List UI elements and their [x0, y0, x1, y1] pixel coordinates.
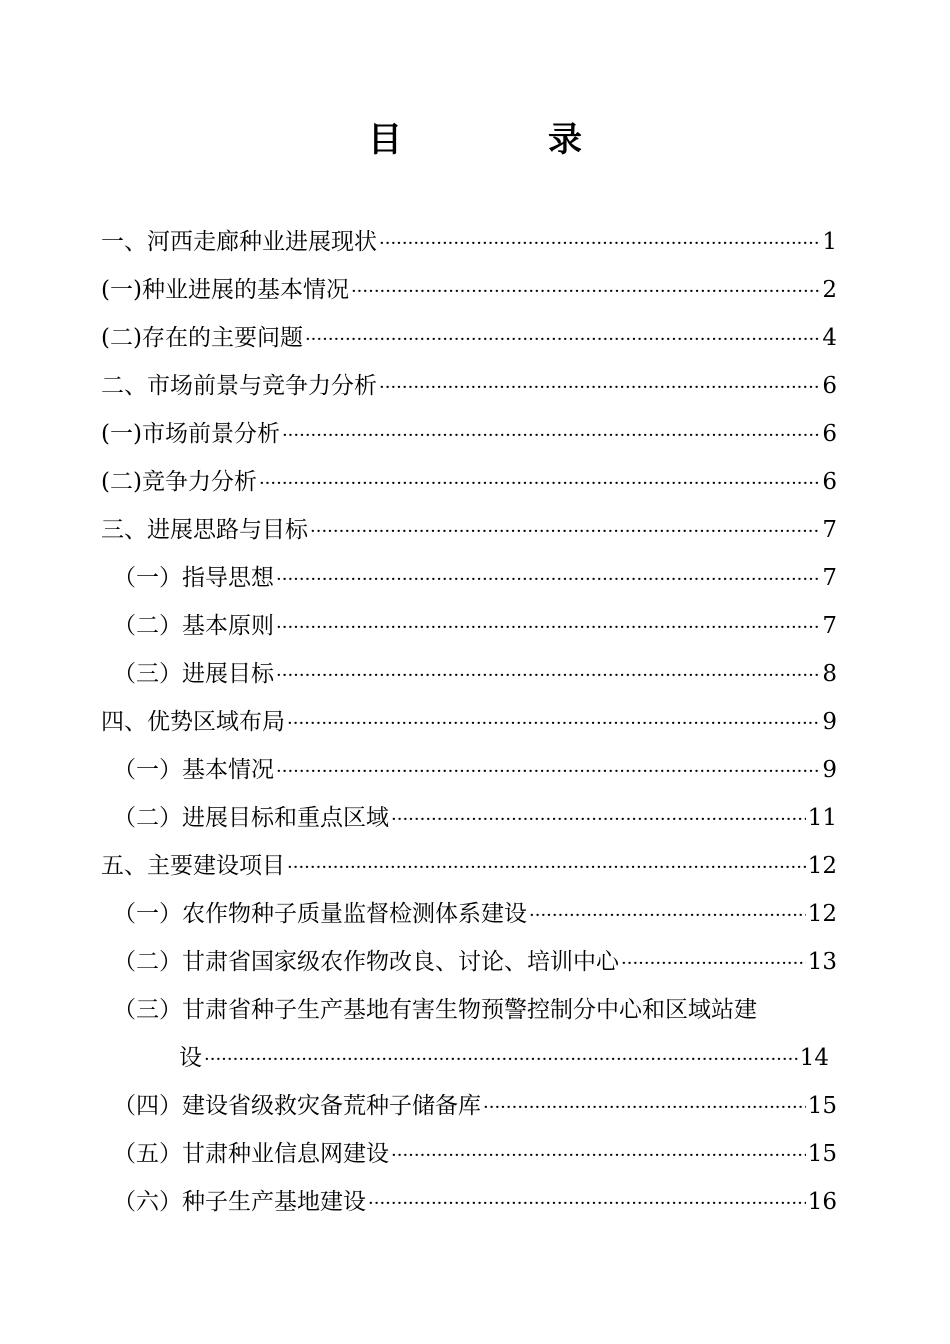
- toc-page-number: 9: [822, 709, 837, 735]
- toc-entry-text: 二、市场前景与竞争力分析: [101, 373, 377, 399]
- toc-page-number: 12: [807, 853, 837, 879]
- toc-entry-text: （六）种子生产基地建设: [113, 1189, 366, 1215]
- toc-page-number: 6: [822, 421, 837, 447]
- toc-page-number: 7: [822, 565, 837, 591]
- toc-page-number: 7: [822, 517, 837, 543]
- toc-entry-text: (一)市场前景分析: [101, 421, 280, 447]
- toc-entry[interactable]: [101, 1082, 837, 1130]
- toc-entry[interactable]: [101, 218, 837, 266]
- toc-entry[interactable]: [101, 698, 837, 746]
- toc-entry-text-continuation: 设: [179, 1045, 202, 1071]
- toc-entry-text: 三、进展思路与目标: [101, 517, 308, 543]
- toc-page-number: 13: [807, 949, 837, 975]
- toc-entry-text: （二）基本原则: [113, 613, 274, 639]
- toc-leader-dots: [287, 844, 806, 892]
- toc-leader-dots: [391, 1132, 806, 1180]
- toc-leader-dots: [204, 1036, 798, 1084]
- toc-leader-dots: [305, 316, 820, 364]
- toc-entry-text: 一、河西走廊种业进展现状: [101, 229, 377, 255]
- toc-leader-dots: [259, 460, 820, 508]
- toc-entry[interactable]: [101, 842, 837, 890]
- toc-entry[interactable]: [101, 650, 837, 698]
- toc-page-number: 15: [807, 1141, 837, 1167]
- toc-page-number: 14: [799, 1045, 829, 1071]
- toc-entry-text: （四）建设省级救灾备荒种子储备库: [113, 1093, 481, 1119]
- toc-page-number: 15: [807, 1093, 837, 1119]
- toc-entry[interactable]: [101, 410, 837, 458]
- toc-leader-dots: [621, 940, 806, 988]
- toc-leader-dots: [379, 220, 820, 268]
- toc-entry[interactable]: [101, 314, 837, 362]
- toc-entry[interactable]: [101, 794, 837, 842]
- toc-entry[interactable]: [101, 1130, 837, 1178]
- toc-leader-dots: [276, 748, 820, 796]
- toc-entry[interactable]: [101, 266, 837, 314]
- toc-entry-text: 五、主要建设项目: [101, 853, 285, 879]
- toc-page-number: 2: [822, 277, 837, 303]
- toc-leader-dots: [391, 796, 806, 844]
- toc-page-number: 4: [822, 325, 837, 351]
- toc-entry-text: (二)竞争力分析: [101, 469, 257, 495]
- toc-page-number: 6: [822, 373, 837, 399]
- toc-entry-text: (一)种业进展的基本情况: [101, 277, 349, 303]
- toc-leader-dots: [282, 412, 820, 460]
- page-title: 目 录: [368, 120, 638, 160]
- toc-page-number: 16: [807, 1189, 837, 1215]
- toc-entry-text: （一）基本情况: [113, 757, 274, 783]
- toc-leader-dots: [529, 892, 806, 940]
- toc-page-number: 11: [807, 805, 837, 831]
- toc-entry[interactable]: [101, 458, 837, 506]
- toc-page-number: 12: [807, 901, 837, 927]
- toc-page-number: 1: [822, 229, 837, 255]
- toc-entry-continuation: [101, 1034, 829, 1082]
- toc-entry[interactable]: [101, 554, 837, 602]
- toc-page-number: 8: [822, 661, 837, 687]
- toc-entry-text: （三）甘肃省种子生产基地有害生物预警控制分中心和区域站建: [113, 997, 757, 1023]
- toc-entry-text: 四、优势区域布局: [101, 709, 285, 735]
- toc-entry-text: （三）进展目标: [113, 661, 274, 687]
- toc-leader-dots: [379, 364, 820, 412]
- toc-entry-text: （一）农作物种子质量监督检测体系建设: [113, 901, 527, 927]
- toc-page-number: 6: [822, 469, 837, 495]
- toc-entry[interactable]: [101, 890, 837, 938]
- toc-entry[interactable]: [101, 746, 837, 794]
- toc-page-number: 7: [822, 613, 837, 639]
- toc-entry-text: （一）指导思想: [113, 565, 274, 591]
- toc-entry[interactable]: [101, 1178, 837, 1226]
- toc-leader-dots: [351, 268, 820, 316]
- toc-page-number: 9: [822, 757, 837, 783]
- toc-entry[interactable]: [101, 602, 837, 650]
- toc-leader-dots: [276, 604, 820, 652]
- toc-entry-text: (二)存在的主要问题: [101, 325, 303, 351]
- toc-leader-dots: [368, 1180, 806, 1228]
- table-of-contents: [101, 218, 837, 1226]
- toc-entry[interactable]: [101, 506, 837, 554]
- toc-entry[interactable]: [101, 362, 837, 410]
- toc-entry-text: （五）甘肃种业信息网建设: [113, 1141, 389, 1167]
- toc-leader-dots: [276, 556, 820, 604]
- toc-entry-text: （二）进展目标和重点区域: [113, 805, 389, 831]
- toc-entry-wrapped[interactable]: [101, 986, 837, 1082]
- toc-leader-dots: [310, 508, 820, 556]
- toc-entry[interactable]: [101, 938, 837, 986]
- toc-leader-dots: [483, 1084, 806, 1132]
- toc-leader-dots: [287, 700, 820, 748]
- toc-leader-dots: [276, 652, 820, 700]
- toc-entry-text: （二）甘肃省国家级农作物改良、讨论、培训中心: [113, 949, 619, 975]
